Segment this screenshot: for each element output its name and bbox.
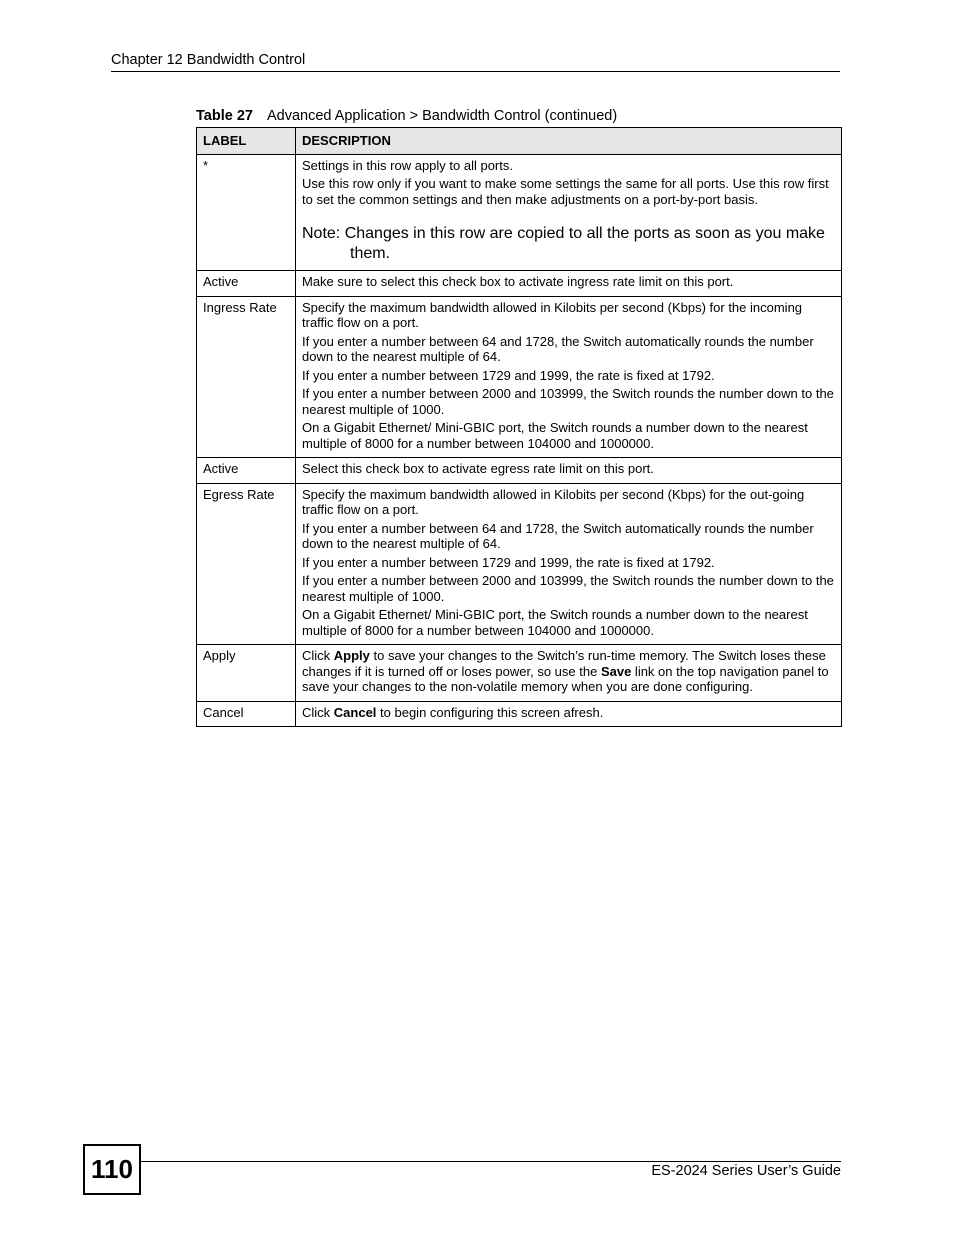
bandwidth-control-table: [196, 127, 842, 727]
description-paragraph: If you enter a number between 1729 and 1999, the rate is fixed at 1792.: [302, 367, 715, 383]
text-run: to begin configuring this screen afresh.: [376, 704, 604, 720]
table-row: [197, 458, 842, 484]
description-paragraph: On a Gigabit Ethernet/ Mini-GBIC port, the Switch rounds a number down to the nearest multiple of 8000 for a number between 104000 and 1000000.: [302, 420, 808, 451]
row-label: Active: [197, 458, 296, 484]
table-header-row: [197, 128, 842, 155]
table-caption: [196, 107, 841, 126]
description-paragraph: [302, 705, 835, 721]
description-paragraph: If you enter a number between 2000 and 103999, the Switch rounds the number down to the nearest multiple of 1000.: [302, 386, 834, 417]
table-row: [197, 154, 842, 271]
header-divider: [111, 71, 840, 72]
text-run: Click: [302, 704, 334, 720]
description-paragraph: Make sure to select this check box to activate ingress rate limit on this port.: [302, 274, 734, 289]
description-paragraph: Use this row only if you want to make some settings the same for all ports. Use this row first to set the common settings and then make adjustments on a port-by-port basis.: [302, 176, 829, 207]
row-description: [296, 483, 842, 645]
text-run: Click: [302, 648, 334, 663]
description-paragraph: Specify the maximum bandwidth allowed in Kilobits per second (Kbps) for the incoming traffic flow on a port.: [302, 299, 803, 330]
description-paragraph: Select this check box to activate egress rate limit on this port.: [302, 461, 654, 476]
description-paragraph: Specify the maximum bandwidth allowed in Kilobits per second (Kbps) for the out-going traffic flow on a port.: [302, 486, 805, 517]
row-description: [296, 271, 842, 297]
column-header-description: DESCRIPTION: [296, 128, 842, 155]
table-row: [197, 271, 842, 297]
description-paragraph: On a Gigabit Ethernet/ Mini-GBIC port, the Switch rounds a number down to the nearest multiple of 8000 for a number between 104000 and 1000000.: [302, 607, 808, 638]
row-label: Cancel: [197, 701, 296, 727]
description-paragraph: Settings in this row apply to all ports.: [302, 157, 513, 173]
row-label: Ingress Rate: [197, 296, 296, 458]
description-paragraph: [302, 648, 835, 695]
row-description: [296, 645, 842, 702]
text-run: to save your changes to the Switch’s run-time memory. The Switch loses these changes if it is turned off or loses power, so use the: [302, 648, 826, 679]
table-row: [197, 296, 842, 458]
row-description: [296, 296, 842, 458]
description-paragraph: If you enter a number between 64 and 1728, the Switch automatically rounds the number down to the nearest multiple of 64.: [302, 520, 814, 551]
table-title: Advanced Application > Bandwidth Control (continued): [266, 108, 618, 124]
bold-term-apply: Apply: [333, 648, 370, 663]
table-number: Table 27: [196, 108, 253, 124]
bold-term-save: Save: [600, 663, 632, 679]
bold-term-cancel: Cancel: [333, 704, 377, 720]
row-description: [296, 154, 842, 271]
chapter-header: Chapter 12 Bandwidth Control: [111, 52, 306, 68]
description-paragraph: If you enter a number between 2000 and 103999, the Switch rounds the number down to the nearest multiple of 1000.: [302, 573, 834, 604]
table-row: [197, 483, 842, 645]
row-label: *: [197, 154, 296, 271]
table-row: [197, 645, 842, 702]
row-label: Active: [197, 271, 296, 297]
table-row: [197, 701, 842, 727]
page-number: 110: [83, 1144, 141, 1195]
row-description: [296, 458, 842, 484]
column-header-label: LABEL: [197, 128, 296, 155]
text-run: link on the top navigation panel to save your changes to the non-volatile memory when you are done configuring.: [302, 663, 829, 694]
row-description: [296, 701, 842, 727]
note-text: Note: Changes in this row are copied to all the ports as soon as you make them.: [302, 225, 825, 262]
description-paragraph: If you enter a number between 64 and 1728, the Switch automatically rounds the number down to the nearest multiple of 64.: [302, 333, 814, 364]
description-paragraph: If you enter a number between 1729 and 1999, the rate is fixed at 1792.: [302, 554, 715, 570]
row-label: Apply: [197, 645, 296, 702]
row-label: Egress Rate: [197, 483, 296, 645]
guide-title: ES-2024 Series User’s Guide: [651, 1163, 841, 1179]
